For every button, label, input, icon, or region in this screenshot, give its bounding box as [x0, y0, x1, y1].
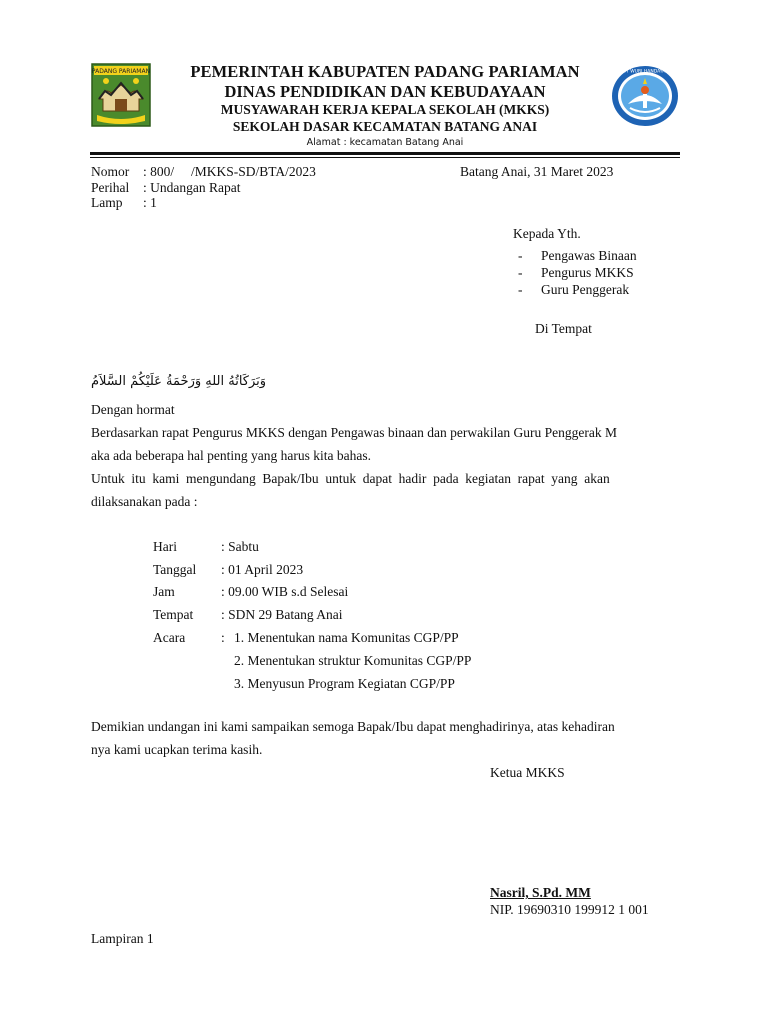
lamp-label: Lamp [91, 195, 123, 210]
acara-item-3: 3. Menyusun Program Kegiatan CGP/PP [234, 676, 455, 691]
recipient-item-3: Guru Penggerak [541, 282, 630, 297]
closing-line1: Demikian undangan ini kami sampaikan semoga Bapak/Ibu dapat menghadirinya, atas kehadiran [91, 719, 615, 734]
nomor-value: : 800/ /MKKS-SD/BTA/2023 [143, 164, 316, 179]
tut-wuri-handayani-logo [610, 64, 680, 128]
para1-line2: aka ada beberapa hal penting yang harus kita bahas. [91, 448, 372, 463]
letterhead-rule-thin [90, 157, 680, 158]
recipient-dash-3: - [518, 282, 523, 297]
left-logo-text: PADANG PARIAMAN [91, 68, 151, 75]
right-logo-text: TUT WURI HANDAYANI [620, 69, 670, 75]
recipient-item-2: Pengurus MKKS [541, 265, 634, 280]
tanggal-label: Tanggal [153, 562, 197, 577]
acara-colon: : [221, 630, 225, 645]
kepada-yth: Kepada Yth. [513, 226, 581, 241]
place-date: Batang Anai, 31 Maret 2023 [460, 164, 614, 179]
hari-label: Hari [153, 539, 177, 554]
letterhead-rule-thick [90, 152, 680, 155]
para2-line2: dilaksanakan pada : [91, 494, 198, 509]
signatory-nip: NIP. 19690310 199912 1 001 [490, 902, 649, 917]
acara-item-2: 2. Menentukan struktur Komunitas CGP/PP [234, 653, 472, 668]
tempat-label: Tempat [153, 607, 194, 622]
jam-label: Jam [153, 584, 175, 599]
para1-line1: Berdasarkan rapat Pengurus MKKS dengan Pengawas binaan dan perwakilan Guru Penggerak M [91, 425, 617, 440]
perihal-label: Perihal [91, 180, 130, 195]
letterhead-line-1: PEMERINTAH KABUPATEN PADANG PARIAMAN [190, 62, 580, 81]
jam-value: : 09.00 WIB s.d Selesai [221, 584, 349, 599]
letterhead-line-2: DINAS PENDIDIKAN DAN KEBUDAYAAN [224, 82, 546, 101]
recipient-dash-2: - [518, 265, 523, 280]
tempat-value: : SDN 29 Batang Anai [221, 607, 343, 622]
nomor-label: Nomor [91, 164, 130, 179]
perihal-value: : Undangan Rapat [143, 180, 241, 195]
padang-pariaman-logo [91, 63, 151, 127]
letterhead-line-4: SEKOLAH DASAR KECAMATAN BATANG ANAI [232, 119, 538, 134]
para2-line1: Untuk itu kami mengundang Bapak/Ibu untuk dapat hadir pada kegiatan rapat yang akan [91, 471, 610, 486]
recipient-item-1: Pengawas Binaan [541, 248, 637, 263]
hari-value: : Sabtu [221, 539, 259, 554]
lampiran-label: Lampiran 1 [91, 931, 154, 946]
acara-item-1: 1. Menentukan nama Komunitas CGP/PP [234, 630, 459, 645]
letterhead-address: Alamat : kecamatan Batang Anai [306, 137, 464, 148]
signatory-name: Nasril, S.Pd. MM [490, 885, 591, 900]
closing-line2: nya kami ucapkan terima kasih. [91, 742, 263, 757]
signatory-role: Ketua MKKS [490, 765, 565, 780]
di-tempat: Di Tempat [535, 321, 592, 336]
tanggal-value: : 01 April 2023 [221, 562, 304, 577]
arabic-salam: وَبَرَكَاتُهُ اللهِ وَرَحْمَةُ عَلَيْكُمْ السَّلاَمُ [91, 374, 267, 389]
acara-label: Acara [153, 630, 186, 645]
recipient-dash-1: - [518, 248, 523, 263]
lamp-value: : 1 [143, 195, 157, 210]
letterhead-line-3: MUSYAWARAH KERJA KEPALA SEKOLAH (MKKS) [220, 102, 550, 117]
greeting: Dengan hormat [91, 402, 175, 417]
